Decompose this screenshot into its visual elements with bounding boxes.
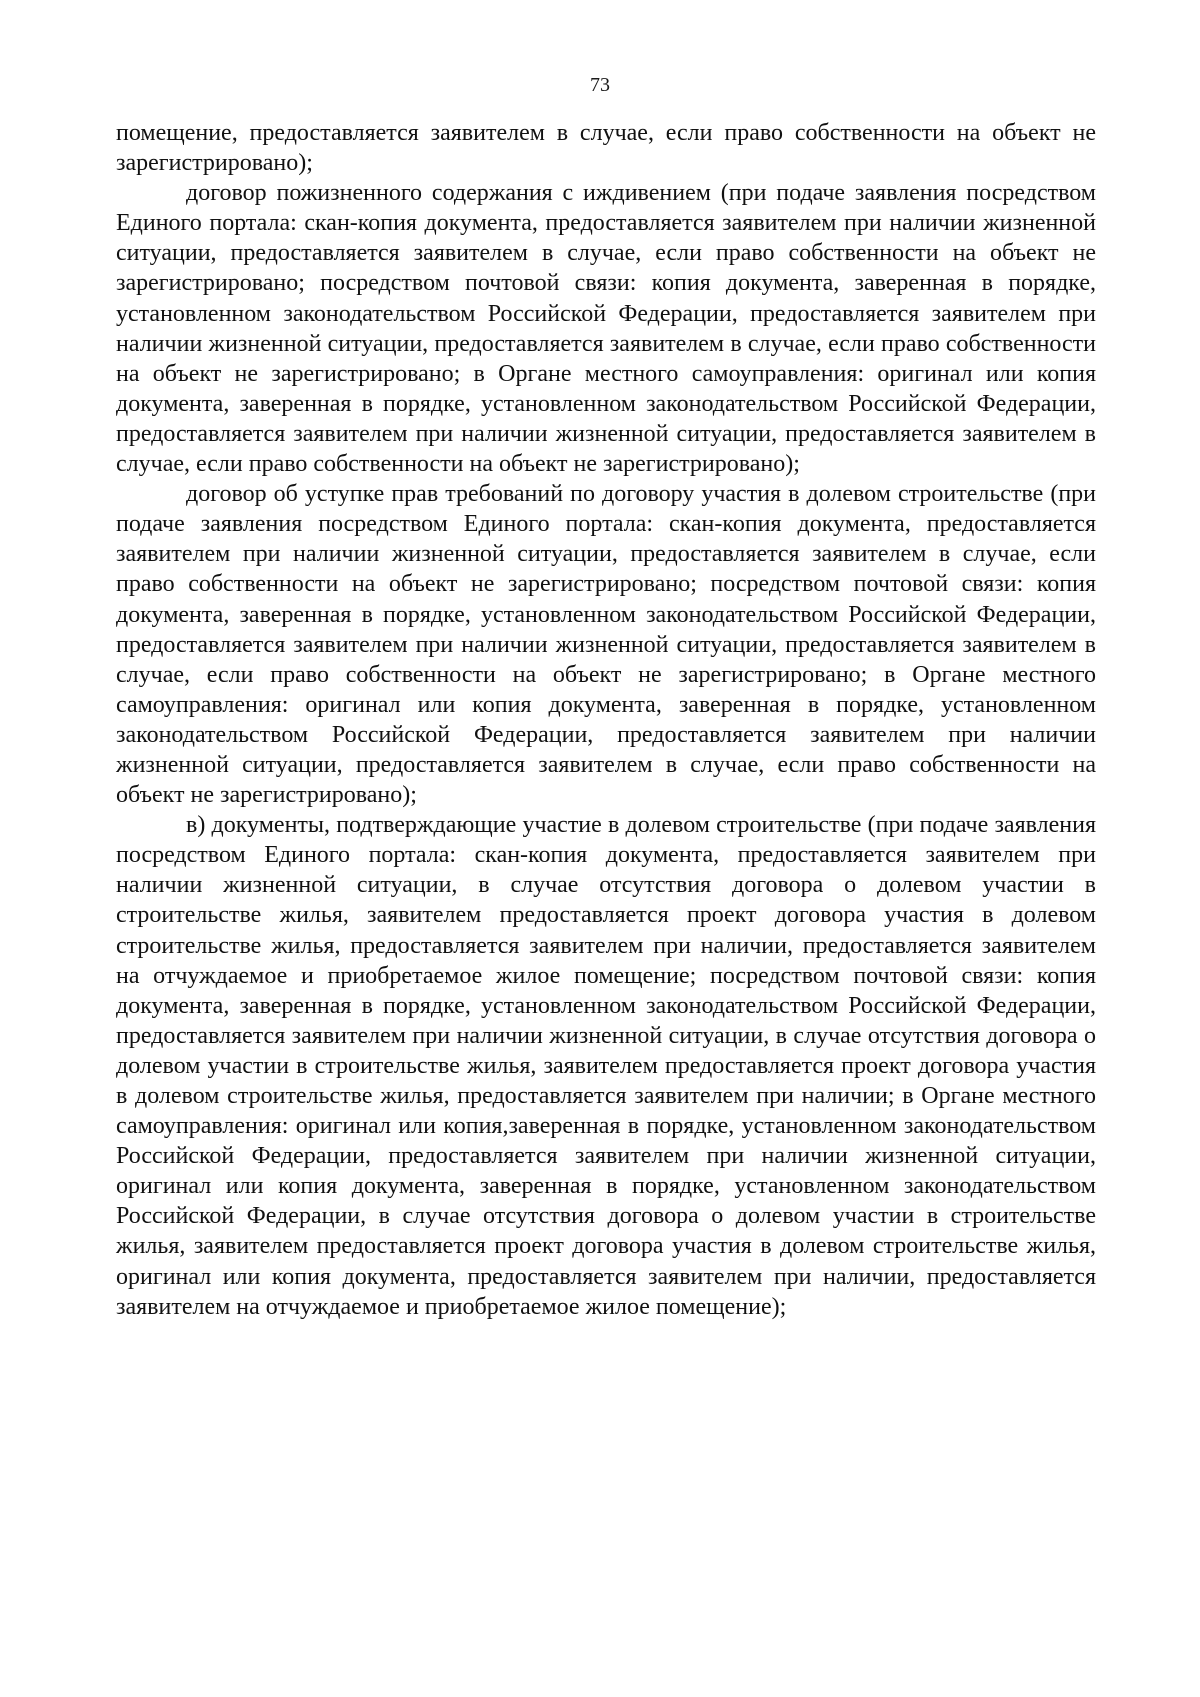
document-body: [116, 118, 1096, 1322]
page-number: 73: [590, 74, 610, 96]
paragraph-assignment-of-claims-contract: договор об уступке прав требований по договору участия в долевом строительстве (при подаче заявления посредством Единого портала: скан-копия документа, предоставляется заявителем при наличии жизненной ситуации, предоставляется заявителем в случае, если право собственности на объект не зарегистрировано; посредством почтовой связи: копия документа, заверенная в порядке, установленном законодательством Российской Федерации, предоставляется заявителем при наличии жизненной ситуации, предоставляется заявителем в случае, если право собственности на объект не зарегистрировано; в Органе местного самоуправления: оригинал или копия документа, заверенная в порядке, установленном законодательством Российской Федерации, предоставляется заявителем при наличии жизненной ситуации, предоставляется заявителем в случае, если право собственности на объект не зарегистрировано);: [116, 481, 1096, 809]
paragraph-shared-construction-documents: в) документы, подтверждающие участие в долевом строительстве (при подаче заявления посредством Единого портала: скан-копия документа, предоставляется заявителем при наличии жизненной ситуации, в случае отсутствия договора о долевом участии в строительстве жилья, заявителем предоставляется проект договора участия в долевом строительстве жилья, предоставляется заявителем при наличии, предоставляется заявителем на отчуждаемое и приобретаемое жилое помещение; посредством почтовой связи: копия документа, заверенная в порядке, установленном законодательством Российской Федерации, предоставляется заявителем при наличии жизненной ситуации, в случае отсутствия договора о долевом участии в строительстве жилья, заявителем предоставляется проект договора участия в долевом строительстве жилья, предоставляется заявителем при наличии; в Органе местного самоуправления: оригинал или копия,заверенная в порядке, установленном законодательством Российской Федерации, предоставляется заявителем при наличии жизненной ситуации, оригинал или копия документа, заверенная в порядке, установленном законодательством Российской Федерации, в случае отсутствия договора о долевом участии в строительстве жилья, заявителем предоставляется проект договора участия в долевом строительстве жилья, оригинал или копия документа, предоставляется заявителем при наличии, предоставляется заявителем на отчуждаемое и приобретаемое жилое помещение);: [116, 812, 1096, 1320]
paragraph-lifetime-maintenance-contract: договор пожизненного содержания с иждивением (при подаче заявления посредством Единого портала: скан-копия документа, предоставляется заявителем при наличии жизненной ситуации, предоставляется заявителем в случае, если право собственности на объект не зарегистрировано; посредством почтовой связи: копия документа, заверенная в порядке, установленном законодательством Российской Федерации, предоставляется заявителем при наличии жизненной ситуации, предоставляется заявителем в случае, если право собственности на объект не зарегистрировано; в Органе местного самоуправления: оригинал или копия документа, заверенная в порядке, установленном законодательством Российской Федерации, предоставляется заявителем при наличии жизненной ситуации, предоставляется заявителем в случае, если право собственности на объект не зарегистрировано);: [116, 180, 1096, 478]
paragraph-continuation: помещение, предоставляется заявителем в случае, если право собственности на объект не зарегистрировано);: [116, 120, 1096, 177]
